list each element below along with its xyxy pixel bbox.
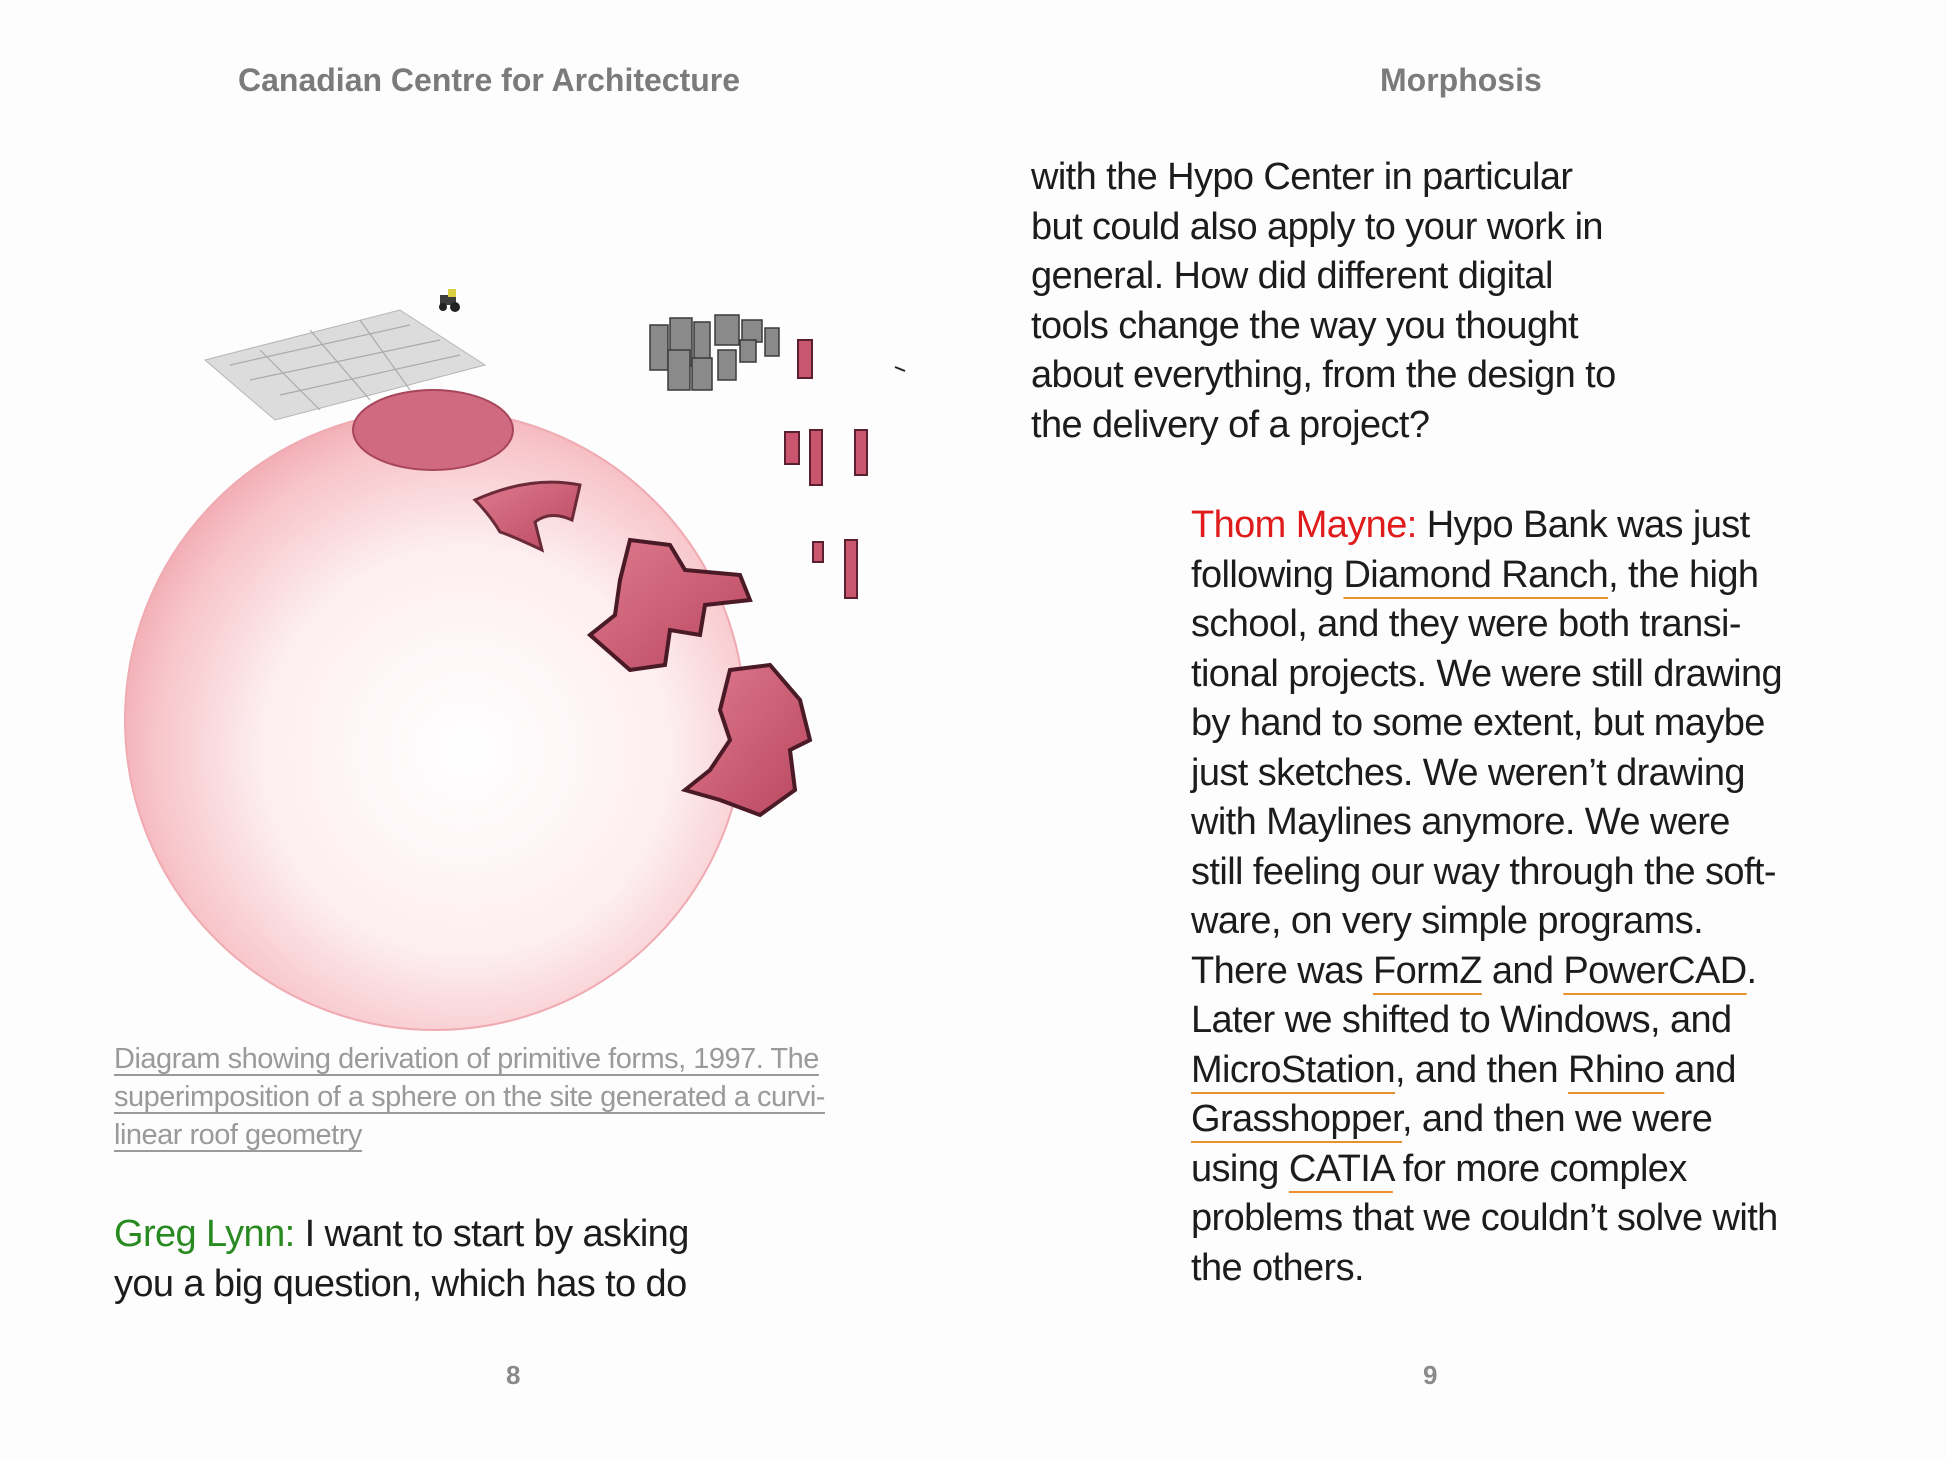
- roof-bar-6: [785, 432, 799, 464]
- running-head-left: Canadian Centre for Architecture: [238, 62, 741, 98]
- link-microstation[interactable]: MicroStation: [1191, 1048, 1395, 1091]
- answer-text: with Maylines anymore. We were: [1191, 801, 1730, 843]
- speaker-thom-mayne: Thom Mayne:: [1191, 504, 1417, 546]
- link-catia[interactable]: CATIA: [1288, 1147, 1393, 1190]
- page-number-left: 8: [506, 1360, 521, 1390]
- link-rhino[interactable]: Rhino: [1568, 1048, 1665, 1091]
- answer-text: Hypo Bank was just: [1426, 504, 1750, 546]
- page-number-right: 9: [1423, 1360, 1438, 1390]
- answer-text: and: [1674, 1048, 1736, 1091]
- tick-mark: [895, 367, 905, 371]
- question-line: but could also apply to your work in: [1031, 205, 1603, 248]
- answer-text: ware, on very simple programs.: [1191, 900, 1704, 942]
- link-powercad[interactable]: PowerCAD: [1563, 949, 1747, 992]
- caption-line-1: Diagram showing derivation of primitive forms, 1997. The: [114, 1043, 819, 1075]
- answer-text: using: [1191, 1147, 1279, 1190]
- question-line: tools change the way you thought: [1031, 304, 1578, 347]
- dialog-line-1: I want to start by asking: [304, 1213, 689, 1255]
- roof-bar-2: [855, 430, 867, 475]
- question-line: with the Hypo Center in particular: [1031, 156, 1573, 198]
- answer-text: , and then we were: [1401, 1098, 1713, 1140]
- roof-bar-4: [845, 540, 857, 598]
- dialog-line-2: you a big question, which has to do: [114, 1262, 687, 1305]
- link-grasshopper[interactable]: Grasshopper: [1191, 1098, 1402, 1140]
- answer-text: school, and they were both transi-: [1191, 603, 1741, 645]
- caption-line-3: linear roof geometry: [114, 1119, 362, 1151]
- sphere: [125, 410, 745, 1030]
- tractor-icon: [439, 289, 460, 312]
- answer-text: the others.: [1191, 1246, 1364, 1289]
- answer-text: tional projects. We were still drawing: [1191, 652, 1783, 695]
- answer-text: for more complex: [1402, 1147, 1687, 1190]
- answer-text: following: [1191, 553, 1334, 596]
- answer-text: still feeling our way through the soft-: [1191, 850, 1776, 893]
- answer-text: Later we shifted to Windows, and: [1191, 999, 1732, 1041]
- right-page: [973, 0, 1946, 1460]
- answer-text: .: [1746, 949, 1757, 992]
- answer-text: problems that we couldn’t solve with: [1191, 1197, 1778, 1239]
- question-line: the delivery of a project?: [1031, 403, 1430, 446]
- figure-caption: [114, 1040, 914, 1154]
- link-diamond-ranch[interactable]: Diamond Ranch: [1343, 553, 1609, 596]
- question-line: about everything, from the design to: [1031, 354, 1616, 396]
- running-head-right: Morphosis: [1380, 62, 1542, 98]
- speaker-greg-lynn: Greg Lynn:: [114, 1213, 295, 1255]
- answer-text: , and then: [1395, 1048, 1559, 1091]
- roof-bar-5: [813, 542, 823, 562]
- answer-text: just sketches. We weren’t drawing: [1191, 751, 1745, 794]
- answer-text: There was: [1191, 949, 1364, 992]
- thom-mayne-answer: [1191, 501, 1891, 1293]
- roof-bar-3: [798, 340, 812, 378]
- answer-text: , the high: [1608, 553, 1759, 596]
- caption-line-2: superimposition of a sphere on the site generated a curvi-: [114, 1081, 825, 1113]
- question-line: general. How did different digital: [1031, 255, 1553, 297]
- building-blocks: [650, 315, 779, 390]
- sphere-diagram-illustration: [110, 270, 940, 1040]
- greg-lynn-question-continued: [1031, 153, 1731, 450]
- greg-lynn-question-start: [114, 1210, 814, 1309]
- roof-bar-1: [810, 430, 822, 485]
- answer-text: and: [1491, 949, 1554, 992]
- answer-text: by hand to some extent, but maybe: [1191, 702, 1765, 744]
- link-formz[interactable]: FormZ: [1372, 949, 1482, 992]
- sphere-cap: [353, 390, 513, 470]
